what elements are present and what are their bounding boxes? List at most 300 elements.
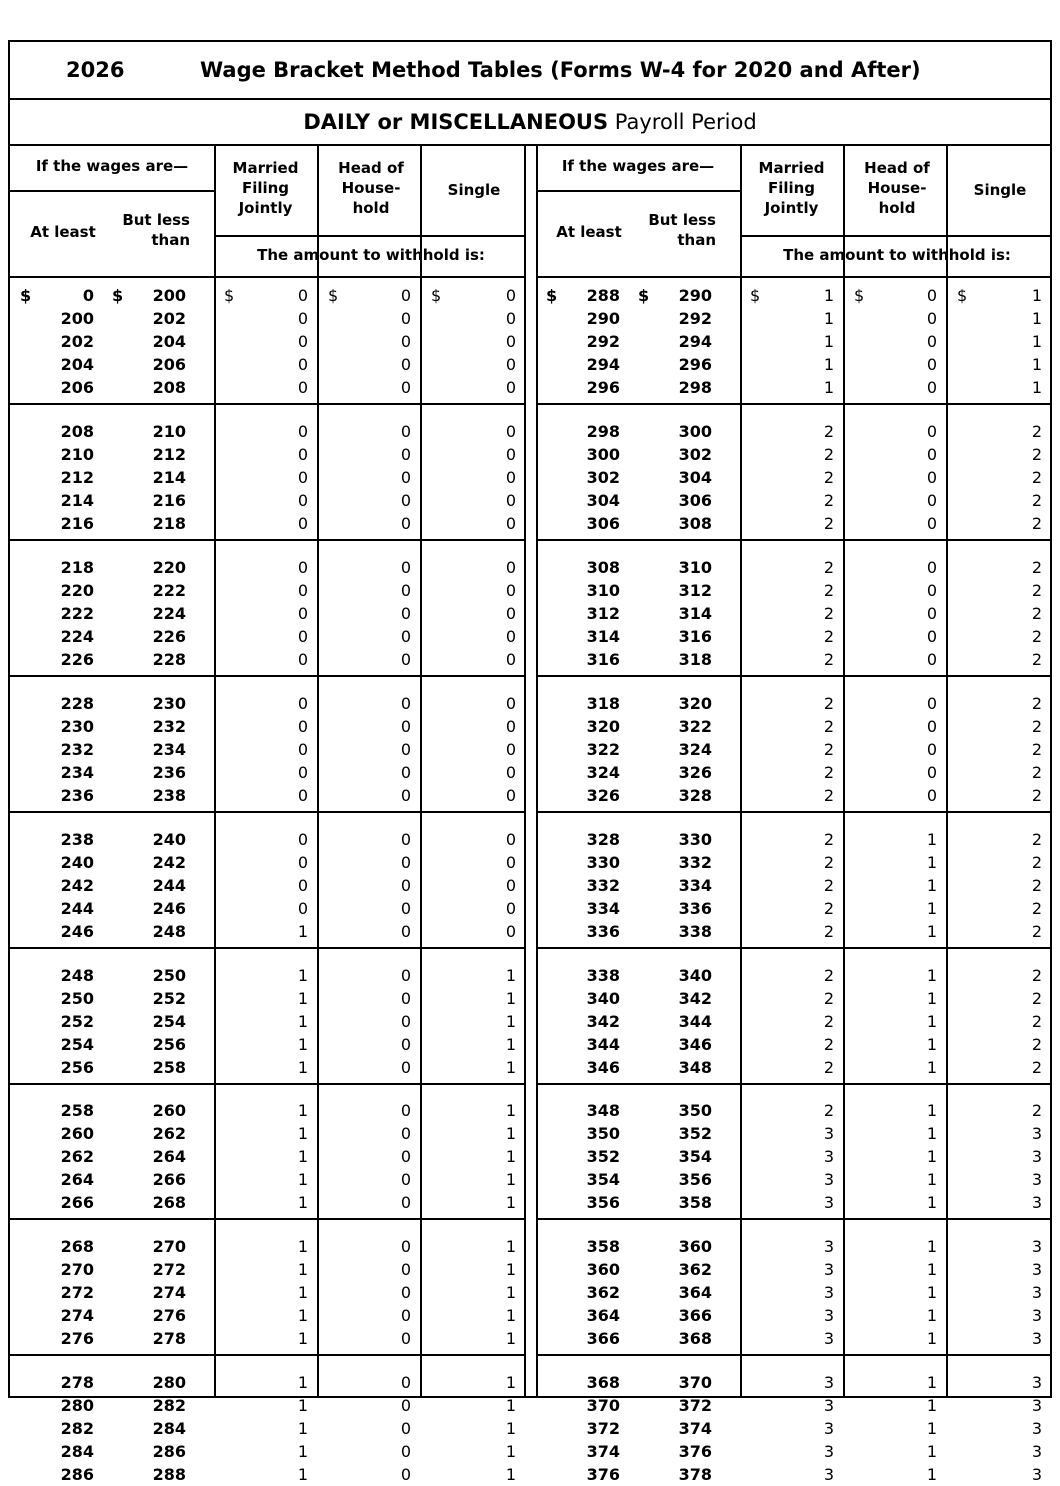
at-least-value: 288 [586, 286, 620, 305]
but-less-value: 330 [678, 829, 712, 849]
hoh-amount: 0 [400, 580, 411, 600]
hoh-amount: 0 [926, 490, 937, 510]
table-row [10, 556, 526, 579]
at-least-value: 220 [60, 580, 94, 600]
married-amount: 3 [823, 1419, 834, 1439]
group-divider [10, 403, 526, 405]
but-less-value: 344 [678, 1011, 712, 1031]
at-least-value: 310 [586, 580, 620, 600]
hoh-amount: 1 [926, 852, 937, 872]
wage-bracket-document [8, 40, 1052, 1485]
single-amount: 0 [505, 716, 516, 736]
at-least-value: 302 [586, 467, 620, 487]
at-least-value: 286 [60, 1465, 94, 1485]
married-amount: 3 [823, 1124, 834, 1144]
single-amount: 3 [1031, 1442, 1042, 1462]
payroll-period-subtitle [10, 100, 1050, 146]
at-least-value: 242 [60, 875, 94, 895]
but-less-value: 228 [152, 649, 186, 669]
hoh-amount: 1 [926, 1170, 937, 1190]
at-least-value: 292 [586, 332, 620, 351]
hoh-amount: 0 [926, 716, 937, 736]
single-amount: 2 [1031, 490, 1042, 510]
married-amount: 1 [823, 309, 834, 328]
married-amount: 1 [297, 1193, 308, 1213]
but-less-value: 230 [152, 693, 186, 713]
at-least-value: 294 [586, 355, 620, 374]
at-least-value: 322 [586, 739, 620, 759]
but-less-value: 322 [678, 716, 712, 736]
at-least-value: 230 [60, 716, 94, 736]
single-amount: 1 [1031, 286, 1042, 305]
but-less-value: 224 [152, 603, 186, 623]
at-least-value: 336 [586, 921, 620, 941]
at-least-value: 296 [586, 378, 620, 397]
at-least-value: 324 [586, 762, 620, 782]
single-amount: 1 [505, 1442, 516, 1462]
table-row [10, 648, 526, 671]
but-less-value: 232 [152, 716, 186, 736]
but-less-value: 306 [678, 490, 712, 510]
table-row [10, 307, 526, 330]
table-year: 2026 [66, 58, 125, 82]
at-least-value: 298 [586, 421, 620, 441]
married-amount: 0 [297, 580, 308, 600]
single-amount: 1 [505, 1373, 516, 1393]
single-amount: 0 [505, 785, 516, 805]
married-amount: 1 [297, 1373, 308, 1393]
dollar-sign: $ [112, 286, 124, 305]
married-amount: 1 [297, 1170, 308, 1190]
single-amount: 1 [505, 1124, 516, 1144]
dollar-sign: $ [224, 286, 235, 305]
at-least-value: 224 [60, 626, 94, 646]
single-amount: 1 [505, 1147, 516, 1167]
but-less-value: 354 [678, 1147, 712, 1167]
but-less-value: 294 [678, 332, 712, 351]
but-less-value: 264 [152, 1147, 186, 1167]
married-amount: 2 [823, 1034, 834, 1054]
table-row [536, 1440, 1052, 1463]
single-amount: 2 [1031, 988, 1042, 1008]
single-amount: 2 [1031, 467, 1042, 487]
but-less-value: 378 [678, 1465, 712, 1485]
at-least-value: 346 [586, 1057, 620, 1077]
hoh-amount: 0 [926, 286, 937, 305]
but-less-value: 244 [152, 875, 186, 895]
hoh-amount: 1 [926, 988, 937, 1008]
table-row [536, 1191, 1052, 1214]
married-amount: 0 [297, 603, 308, 623]
at-least-value: 284 [60, 1442, 94, 1462]
hoh-amount: 0 [400, 557, 411, 577]
at-least-value: 320 [586, 716, 620, 736]
married-amount: 3 [823, 1396, 834, 1416]
group-divider [536, 1083, 1052, 1085]
hoh-amount: 0 [400, 921, 411, 941]
married-amount: 0 [297, 444, 308, 464]
married-amount: 2 [823, 898, 834, 918]
but-less-value: 206 [152, 355, 186, 374]
married-amount: 0 [297, 378, 308, 397]
at-least-value: 330 [586, 852, 620, 872]
at-least-value: 248 [60, 965, 94, 985]
single-amount: 2 [1031, 965, 1042, 985]
wages-group-header: If the wages are— [35, 157, 189, 175]
hoh-amount: 0 [926, 309, 937, 328]
married-amount: 1 [297, 921, 308, 941]
single-amount: 0 [505, 444, 516, 464]
married-amount: 2 [823, 1011, 834, 1031]
table-row [536, 648, 1052, 671]
but-less-value: 226 [152, 626, 186, 646]
hoh-amount: 1 [926, 1373, 937, 1393]
married-amount: 0 [297, 875, 308, 895]
hoh-amount: 0 [926, 626, 937, 646]
hoh-amount: 0 [400, 1101, 411, 1121]
single-amount: 2 [1031, 1034, 1042, 1054]
hoh-amount: 0 [400, 378, 411, 397]
hoh-amount: 0 [400, 1306, 411, 1326]
single-amount: 1 [1031, 355, 1042, 374]
but-less-value: 356 [678, 1170, 712, 1190]
but-less-value: 318 [678, 649, 712, 669]
at-least-value: 270 [60, 1260, 94, 1280]
group-divider [536, 811, 1052, 813]
but-less-header: But less than [648, 211, 716, 249]
table-row [536, 1281, 1052, 1304]
but-less-value: 202 [152, 309, 186, 328]
single-amount: 1 [505, 1329, 516, 1349]
married-amount: 1 [823, 355, 834, 374]
married-amount: 0 [297, 355, 308, 374]
table-row [536, 1168, 1052, 1191]
at-least-value: 376 [586, 1465, 620, 1485]
header-line [214, 235, 526, 237]
table-row [536, 761, 1052, 784]
hoh-amount: 0 [400, 1011, 411, 1031]
table-row [10, 692, 526, 715]
married-amount: 1 [297, 988, 308, 1008]
single-amount: 0 [505, 875, 516, 895]
hoh-amount: 0 [400, 1465, 411, 1485]
at-least-value: 374 [586, 1442, 620, 1462]
but-less-header: But less than [122, 211, 190, 249]
single-amount: 0 [505, 762, 516, 782]
single-amount: 2 [1031, 716, 1042, 736]
married-amount: 0 [297, 467, 308, 487]
at-least-value: 304 [586, 490, 620, 510]
single-amount: 0 [505, 355, 516, 374]
head-of-household-header: Head of House- hold [864, 159, 930, 217]
hoh-amount: 0 [400, 490, 411, 510]
hoh-amount: 0 [400, 1373, 411, 1393]
hoh-amount: 0 [926, 649, 937, 669]
single-amount: 0 [505, 513, 516, 533]
married-amount: 2 [823, 1101, 834, 1121]
dollar-sign: $ [546, 286, 558, 305]
at-least-value: 370 [586, 1396, 620, 1416]
table-row [536, 307, 1052, 330]
at-least-value: 306 [586, 513, 620, 533]
single-amount: 0 [505, 898, 516, 918]
but-less-value: 236 [152, 762, 186, 782]
group-divider [536, 947, 1052, 949]
married-amount: 2 [823, 716, 834, 736]
single-amount: 3 [1031, 1373, 1042, 1393]
but-less-value: 302 [678, 444, 712, 464]
single-amount: 1 [505, 1011, 516, 1031]
married-amount: 1 [823, 286, 834, 305]
table-row [10, 1033, 526, 1056]
but-less-value: 270 [152, 1237, 186, 1257]
but-less-value: 248 [152, 921, 186, 941]
at-least-value: 340 [586, 988, 620, 1008]
single-amount: 3 [1031, 1465, 1042, 1485]
hoh-amount: 1 [926, 1057, 937, 1077]
single-amount: 2 [1031, 513, 1042, 533]
table-row [536, 1304, 1052, 1327]
hoh-amount: 1 [926, 1306, 937, 1326]
hoh-amount: 0 [926, 580, 937, 600]
at-least-value: 342 [586, 1011, 620, 1031]
at-least-value: 216 [60, 513, 94, 533]
hoh-amount: 1 [926, 1011, 937, 1031]
at-least-value: 236 [60, 785, 94, 805]
hoh-amount: 0 [926, 378, 937, 397]
but-less-value: 342 [678, 988, 712, 1008]
single-amount: 0 [505, 467, 516, 487]
at-least-value: 344 [586, 1034, 620, 1054]
at-least-value: 308 [586, 557, 620, 577]
table-row [536, 466, 1052, 489]
but-less-value: 256 [152, 1034, 186, 1054]
but-less-value: 278 [152, 1329, 186, 1349]
hoh-amount: 1 [926, 1283, 937, 1303]
married-amount: 1 [823, 378, 834, 397]
at-least-value: 280 [60, 1396, 94, 1416]
hoh-amount: 0 [400, 988, 411, 1008]
at-least-value: 246 [60, 921, 94, 941]
married-amount: 1 [297, 1101, 308, 1121]
married-amount: 2 [823, 421, 834, 441]
hoh-amount: 1 [926, 1465, 937, 1485]
married-amount: 1 [297, 1124, 308, 1144]
single-amount: 0 [505, 739, 516, 759]
single-amount: 0 [505, 421, 516, 441]
hoh-amount: 0 [400, 965, 411, 985]
table-row [536, 874, 1052, 897]
at-least-value: 352 [586, 1147, 620, 1167]
single-amount: 2 [1031, 1101, 1042, 1121]
but-less-value: 288 [152, 1465, 186, 1485]
table-row [536, 1371, 1052, 1394]
but-less-value: 286 [152, 1442, 186, 1462]
table-row [10, 1258, 526, 1281]
single-amount: 2 [1031, 762, 1042, 782]
header-bottom-line [10, 276, 526, 278]
table-row [10, 466, 526, 489]
single-amount: 2 [1031, 739, 1042, 759]
married-amount: 3 [823, 1373, 834, 1393]
at-least-value: 300 [586, 444, 620, 464]
dollar-sign: $ [854, 286, 865, 305]
at-least-value: 354 [586, 1170, 620, 1190]
married-amount: 1 [297, 965, 308, 985]
hoh-amount: 1 [926, 1101, 937, 1121]
hoh-amount: 1 [926, 1442, 937, 1462]
married-amount: 1 [297, 1419, 308, 1439]
single-amount: 0 [505, 693, 516, 713]
but-less-value: 254 [152, 1011, 186, 1031]
hoh-amount: 0 [926, 762, 937, 782]
single-amount: 1 [505, 1193, 516, 1213]
married-amount: 0 [297, 421, 308, 441]
single-amount: 1 [505, 1465, 516, 1485]
table-row [10, 579, 526, 602]
hoh-amount: 0 [400, 1237, 411, 1257]
dollar-sign: $ [328, 286, 339, 305]
but-less-value: 214 [152, 467, 186, 487]
group-divider [10, 539, 526, 541]
married-amount: 2 [823, 557, 834, 577]
table-row [10, 1056, 526, 1079]
hoh-amount: 0 [400, 693, 411, 713]
at-least-value: 226 [60, 649, 94, 669]
table-row [536, 1258, 1052, 1281]
but-less-value: 200 [152, 286, 186, 305]
single-amount: 3 [1031, 1147, 1042, 1167]
married-amount: 0 [297, 332, 308, 351]
table-row [536, 1145, 1052, 1168]
group-divider [536, 1354, 1052, 1356]
hoh-amount: 0 [400, 852, 411, 872]
table-row [10, 443, 526, 466]
at-least-value: 290 [586, 309, 620, 328]
single-amount: 0 [505, 286, 516, 305]
hoh-amount: 0 [400, 1419, 411, 1439]
single-amount: 1 [505, 988, 516, 1008]
single-amount: 1 [505, 1034, 516, 1054]
header-bottom-line [536, 276, 1052, 278]
hoh-amount: 0 [400, 1057, 411, 1077]
single-amount: 2 [1031, 649, 1042, 669]
hoh-amount: 1 [926, 1124, 937, 1144]
at-least-value: 260 [60, 1124, 94, 1144]
single-amount: 2 [1031, 1057, 1042, 1077]
single-amount: 2 [1031, 921, 1042, 941]
single-amount: 0 [505, 378, 516, 397]
at-least-value: 232 [60, 739, 94, 759]
table-row [10, 512, 526, 535]
at-least-value: 208 [60, 421, 94, 441]
married-amount: 3 [823, 1283, 834, 1303]
table-row [10, 987, 526, 1010]
single-amount: 0 [505, 490, 516, 510]
hoh-amount: 1 [926, 1034, 937, 1054]
table-row [536, 920, 1052, 943]
married-amount: 0 [297, 309, 308, 328]
single-amount: 1 [505, 1396, 516, 1416]
table-row [536, 602, 1052, 625]
single-amount: 3 [1031, 1329, 1042, 1349]
but-less-value: 240 [152, 829, 186, 849]
table-row [10, 420, 526, 443]
hoh-amount: 0 [400, 513, 411, 533]
dollar-sign: $ [20, 286, 32, 305]
married-amount: 1 [297, 1283, 308, 1303]
married-amount: 0 [297, 490, 308, 510]
at-least-value: 222 [60, 603, 94, 623]
but-less-value: 300 [678, 421, 712, 441]
table-row [536, 353, 1052, 376]
hoh-amount: 0 [400, 1442, 411, 1462]
but-less-value: 242 [152, 852, 186, 872]
at-least-value: 218 [60, 557, 94, 577]
at-least-value: 278 [60, 1373, 94, 1393]
group-divider [10, 1083, 526, 1085]
but-less-value: 284 [152, 1419, 186, 1439]
married-amount: 3 [823, 1193, 834, 1213]
married-amount: 2 [823, 467, 834, 487]
table-row [10, 1281, 526, 1304]
hoh-amount: 1 [926, 898, 937, 918]
married-amount: 0 [297, 739, 308, 759]
single-amount: 2 [1031, 557, 1042, 577]
but-less-value: 292 [678, 309, 712, 328]
but-less-value: 276 [152, 1306, 186, 1326]
hoh-amount: 0 [926, 421, 937, 441]
married-amount: 3 [823, 1237, 834, 1257]
but-less-value: 252 [152, 988, 186, 1008]
hoh-amount: 1 [926, 965, 937, 985]
table-row [10, 1304, 526, 1327]
at-least-value: 316 [586, 649, 620, 669]
subtitle-period-name: DAILY or MISCELLANEOUS [303, 110, 609, 134]
but-less-value: 320 [678, 693, 712, 713]
table-row [536, 692, 1052, 715]
but-less-value: 208 [152, 378, 186, 397]
but-less-value: 268 [152, 1193, 186, 1213]
table-row [536, 1235, 1052, 1258]
single-amount: 2 [1031, 852, 1042, 872]
married-amount: 0 [297, 852, 308, 872]
table-row [10, 602, 526, 625]
married-amount: 2 [823, 1057, 834, 1077]
table-row [536, 443, 1052, 466]
table-row [10, 1191, 526, 1214]
table-row [536, 1463, 1052, 1486]
wages-group-header: If the wages are— [561, 157, 715, 175]
hoh-amount: 0 [400, 1396, 411, 1416]
hoh-amount: 0 [400, 739, 411, 759]
hoh-amount: 0 [400, 829, 411, 849]
hoh-amount: 1 [926, 875, 937, 895]
married-amount: 2 [823, 490, 834, 510]
at-least-value: 276 [60, 1329, 94, 1349]
hoh-amount: 1 [926, 1147, 937, 1167]
but-less-value: 258 [152, 1057, 186, 1077]
but-less-value: 212 [152, 444, 186, 464]
single-amount: 2 [1031, 603, 1042, 623]
table-row [536, 489, 1052, 512]
table-row [10, 964, 526, 987]
hoh-amount: 1 [926, 1237, 937, 1257]
table-row [10, 851, 526, 874]
married-amount: 3 [823, 1306, 834, 1326]
single-amount: 0 [505, 829, 516, 849]
table-row [536, 512, 1052, 535]
